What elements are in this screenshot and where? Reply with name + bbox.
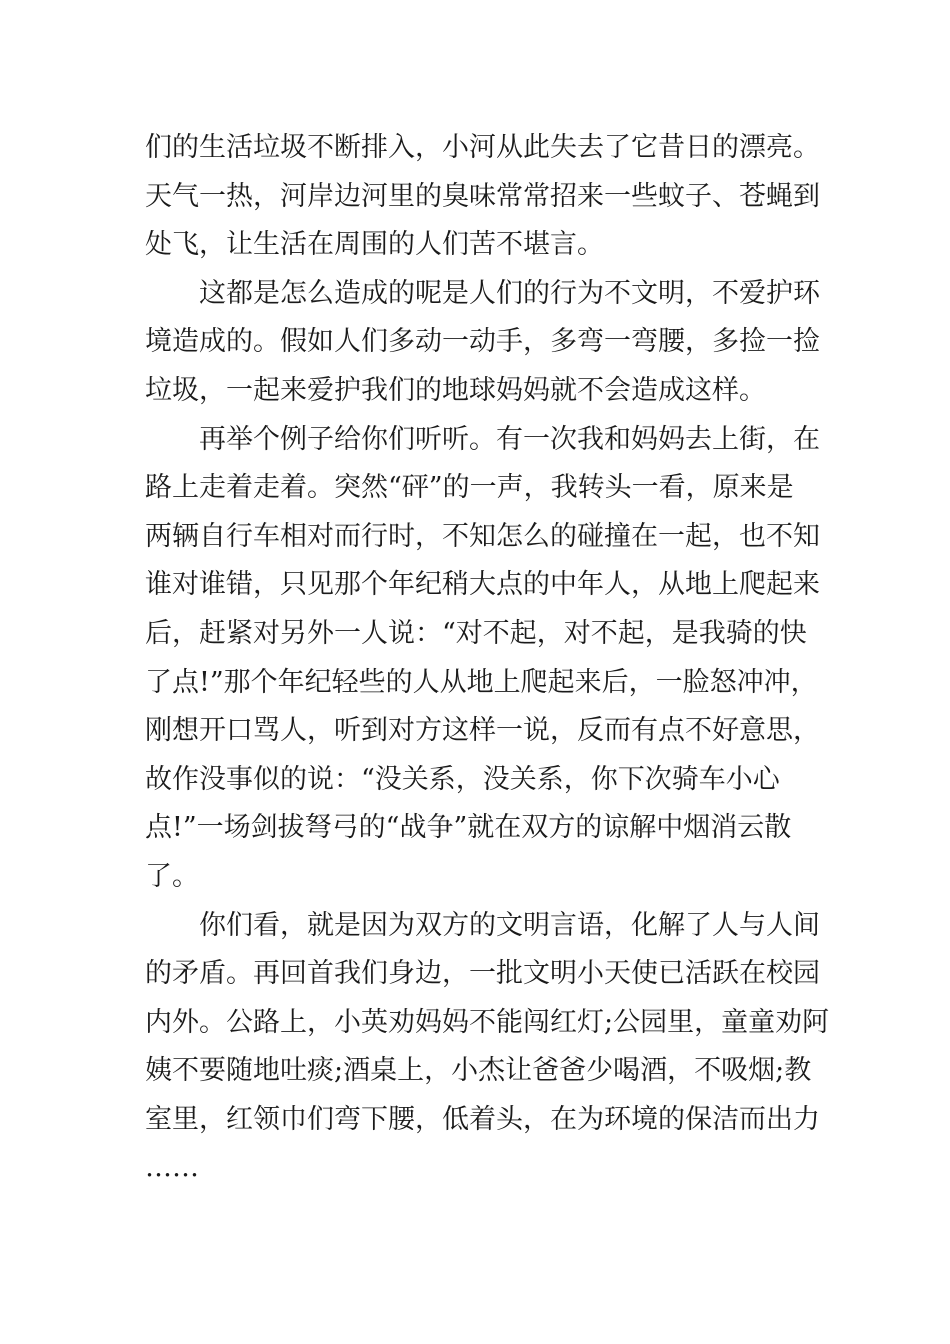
- text-line: 谁对谁错，只见那个年纪稍大点的中年人，从地上爬起来: [145, 569, 820, 601]
- text-line: 天气一热，河岸边河里的臭味常常招来一些蚊子、苍蝇到: [145, 180, 820, 212]
- text-line: ……: [145, 1152, 199, 1184]
- paragraph-first-line: 这都是怎么造成的呢是人们的行为不文明，不爱护环: [199, 277, 820, 309]
- text-line: 处飞，让生活在周围的人们苦不堪言。: [145, 229, 604, 261]
- body-text: [145, 124, 830, 1193]
- text-line: 刚想开口骂人，听到对方这样一说，反而有点不好意思，: [145, 715, 820, 747]
- text-line: 姨不要随地吐痰;酒桌上，小杰让爸爸少喝酒，不吸烟;教: [145, 1055, 812, 1087]
- text-line: 垃圾，一起来爱护我们的地球妈妈就不会造成这样。: [145, 374, 766, 406]
- text-line: 内外。公路上，小英劝妈妈不能闯红灯;公园里，童童劝阿: [145, 1006, 830, 1038]
- text-line: 境造成的。假如人们多动一动手，多弯一弯腰，多捡一捡: [145, 326, 820, 358]
- text-line: 们的生活垃圾不断排入，小河从此失去了它昔日的漂亮。: [145, 132, 820, 163]
- paragraph-first-line: 再举个例子给你们听听。有一次我和妈妈去上街，在: [199, 423, 820, 455]
- text-line: 了。: [145, 860, 199, 892]
- paragraph-first-line: 你们看，就是因为双方的文明言语，化解了人与人间: [199, 909, 820, 941]
- text-line: 室里，红领巾们弯下腰，低着头，在为环境的保洁而出力: [145, 1103, 820, 1135]
- text-line: 后，赶紧对另外一人说：“对不起，对不起，是我骑的快: [145, 617, 807, 649]
- text-line: 点!”一场剑拔弩弓的“战争”就在双方的谅解中烟消云散: [145, 812, 792, 844]
- text-line: 的矛盾。再回首我们身边，一批文明小天使已活跃在校园: [145, 958, 820, 990]
- text-line: 故作没事似的说：“没关系，没关系，你下次骑车小心: [145, 763, 780, 795]
- text-line: 路上走着走着。突然“砰”的一声，我转头一看，原来是: [145, 472, 794, 504]
- text-line: 两辆自行车相对而行时，不知怎么的碰撞在一起，也不知: [145, 520, 820, 552]
- text-line: 了点!”那个年纪轻些的人从地上爬起来后，一脸怒冲冲，: [145, 666, 818, 698]
